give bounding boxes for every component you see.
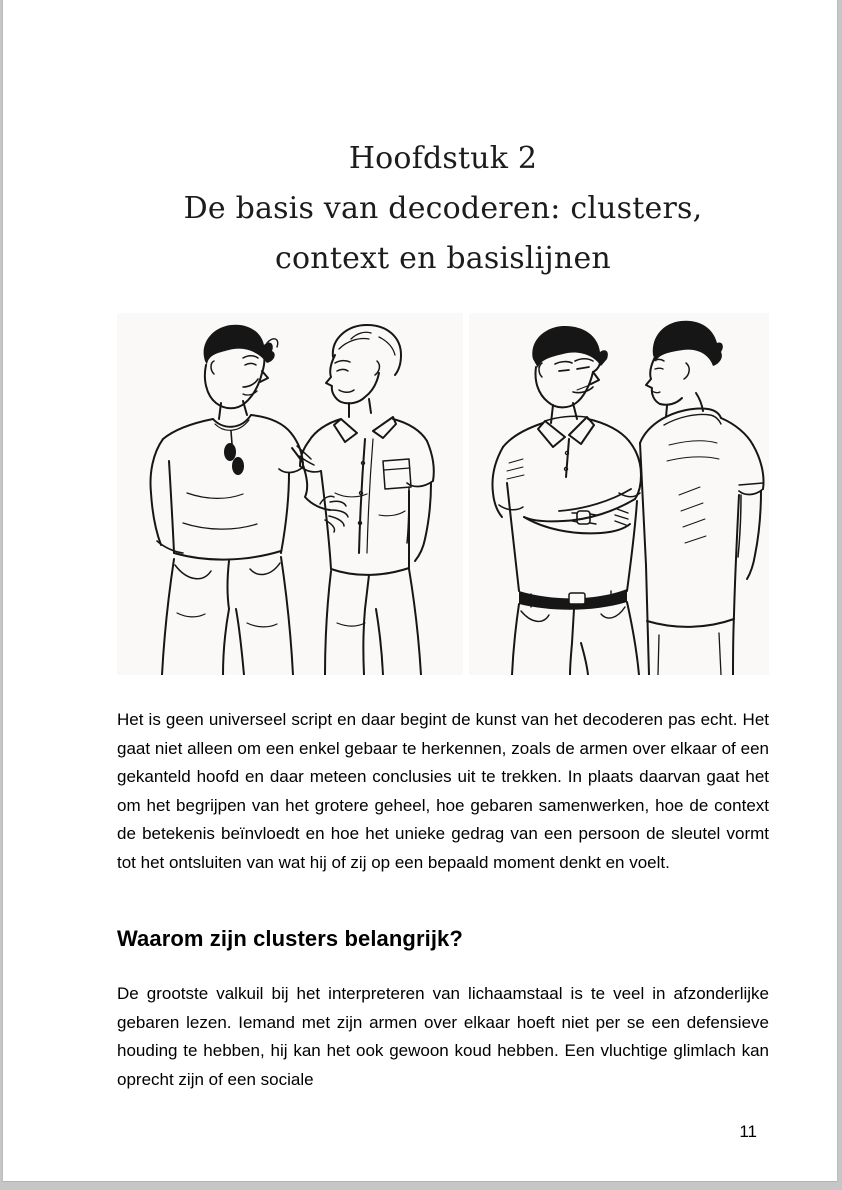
book-page [2, 0, 838, 1182]
chapter-title-line1: Hoofdstuk 2 [348, 141, 538, 176]
chapter-title [117, 134, 769, 284]
paragraph-clusters: De grootste valkuil bij het interpreteren van lichaamstaal is te veel in afzonderlijke gebaren lezen. Iemand met zijn armen over elkaar hoeft niet per se een defensieve houding te hebben, hij kan het ook gewoon koud hebben. Een vluchtige glimlach kan oprecht zijn of een sociale [117, 984, 769, 1089]
chapter-title-line3: context en basislijnen [275, 241, 611, 276]
section-heading-clusters: Waarom zijn clusters belangrijk? [117, 926, 463, 951]
page-number: 11 [739, 1122, 757, 1141]
two-men-arms-crossed-illustration [469, 313, 769, 675]
chapter-title-line2: De basis van decoderen: clusters, [183, 191, 703, 226]
paragraph-intro: Het is geen universeel script en daar begint de kunst van het decoderen pas echt. Het gaat niet alleen om een enkel gebaar te herkennen, zoals de armen over elkaar of een gekanteld hoofd en daar meteen conclusies uit te trekken. In plaats daarvan gaat het om het begrijpen van het grotere geheel, hoe gebaren samenwerken, hoe de context de betekenis beïnvloedt en hoe het unieke gedrag van een persoon de sleutel vormt tot het ontsluiten van wat hij of zij op een bepaald moment denkt en voelt. [117, 710, 769, 872]
two-men-talking-illustration [117, 313, 463, 675]
illustration-row [117, 313, 769, 675]
